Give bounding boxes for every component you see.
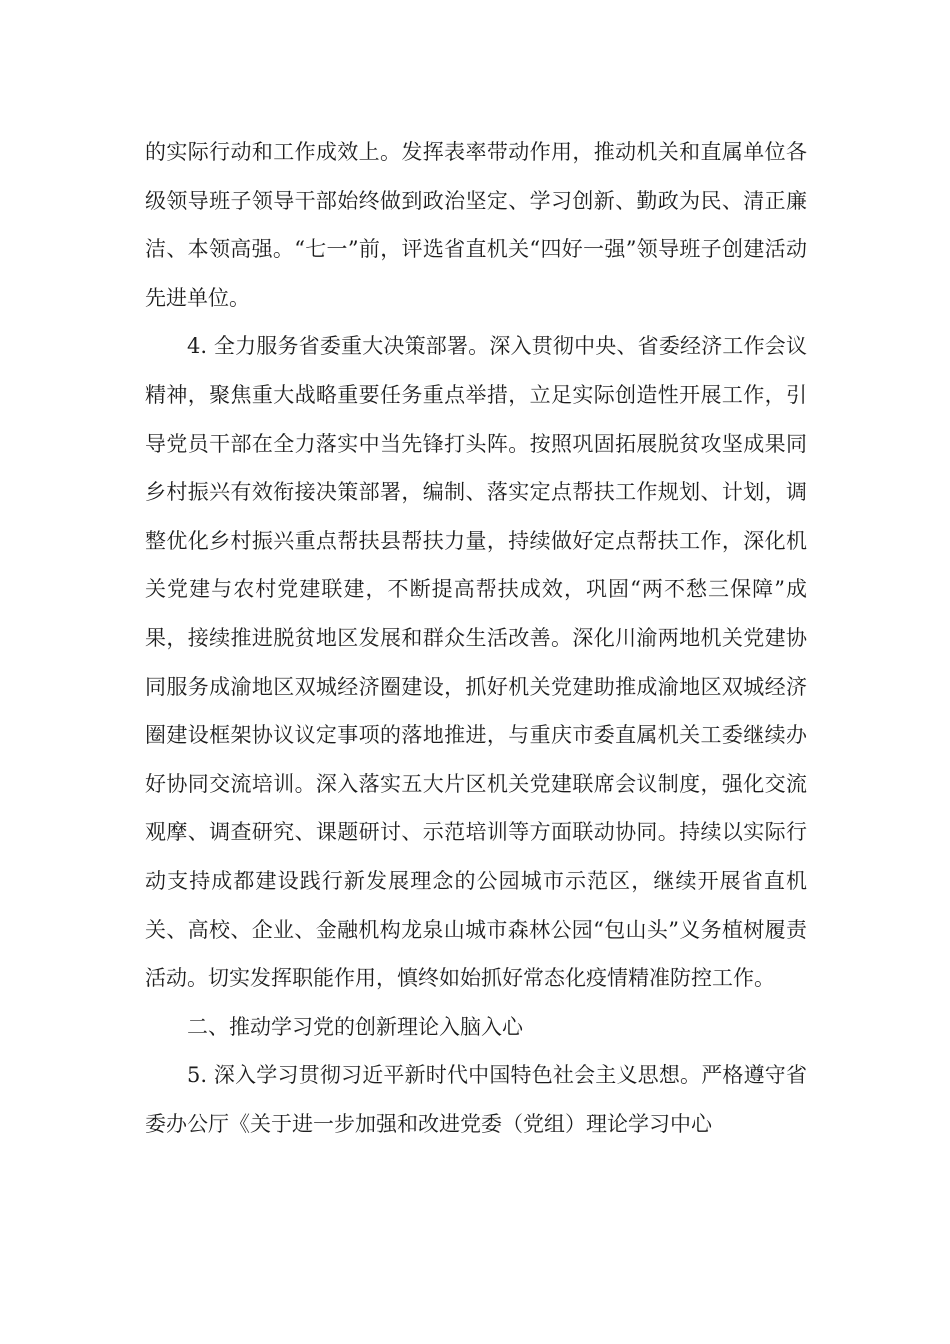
paragraph-item-4: 4. 全力服务省委重大决策部署。深入贯彻中央、省委经济工作会议精神，聚焦重大战略重要任务重点举措，立足实际创造性开展工作，引导党员干部在全力落实中当先锋打头阵。按照巩固拓展脱贫攻坚成果同乡村振兴有效衔接决策部署，编制、落实定点帮扶工作规划、计划，调整优化乡村振兴重点帮扶县帮扶力量，持续做好定点帮扶工作，深化机关党建与农村党建联建，不断提高帮扶成效，巩固“两不愁三保障”成果，接续推进脱贫地区发展和群众生活改善。深化川渝两地机关党建协同服务成渝地区双城经济圈建设，抓好机关党建助推成渝地区双城经济圈建设框架协议议定事项的落地推进，与重庆市委直属机关工委继续办好协同交流培训。深入落实五大片区机关党建联席会议制度，强化交流观摩、调查研究、课题研讨、示范培训等方面联动协同。持续以实际行动支持成都建设践行新发展理念的公园城市示范区，继续开展省直机关、高校、企业、金融机构龙泉山城市森林公园“包山头”义务植树履责活动。切实发挥职能作用，慎终如始抓好常态化疫情精准防控工作。 [145,334,807,991]
paragraph-continuation: 的实际行动和工作成效上。发挥表率带动作用，推动机关和直属单位各级领导班子领导干部始终做到政治坚定、学习创新、勤政为民、清正廉洁、本领高强。“七一”前，评选省直机关“四好一强”领导班子创建活动先进单位。 [145,140,807,310]
document-body [145,128,807,1148]
paragraph-item-5: 5. 深入学习贯彻习近平新时代中国特色社会主义思想。严格遵守省委办公厅《关于进一步加强和改进党委（党组）理论学习中心 [145,1063,807,1136]
section-heading-2: 二、推动学习党的创新理论入脑入心 [187,1014,523,1039]
